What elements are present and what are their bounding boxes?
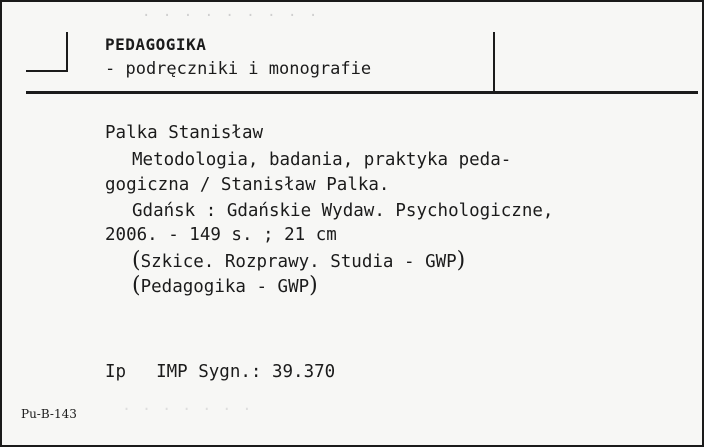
title-line-1: Metodologia, badania, praktyka peda- — [132, 150, 512, 170]
subject-subdivision: - podręczniki i monografie — [105, 59, 372, 79]
subject-heading: PEDAGOGIKA — [105, 35, 207, 54]
header-bracket-horizontal — [26, 70, 68, 72]
imprint-line-1: Gdańsk : Gdańskie Wydaw. Psychologiczne, — [132, 201, 554, 221]
header-divider-vertical — [493, 32, 495, 92]
series-statement-1 — [132, 250, 465, 273]
title-line-2: gogiczna / Stanisław Palka. — [105, 175, 390, 195]
catalog-number: Pu-B-143 — [21, 407, 77, 421]
bleed-through-text-bottom: · · · · · · · — [122, 400, 253, 418]
author-name: Palka Stanisław — [105, 123, 264, 143]
location-label: IMP Sygn.: — [156, 362, 262, 382]
signature-number: 39.370 — [271, 362, 336, 382]
series-open-paren: ( — [132, 248, 141, 273]
series-close-paren: ) — [456, 248, 466, 273]
series-statement-2 — [132, 275, 318, 298]
shelfmark-line — [105, 362, 335, 382]
imprint-line-2: 2006. - 149 s. ; 21 cm — [105, 225, 337, 245]
header-rule — [26, 91, 698, 94]
bleed-through-text-top: · · · · · · · · · — [142, 8, 320, 24]
series-close-paren: ) — [309, 273, 318, 298]
header-bracket-vertical — [66, 32, 68, 72]
series-open-paren: ( — [132, 273, 141, 298]
location-code: Ip — [105, 362, 127, 382]
series-2-text: Pedagogika - GWP — [140, 277, 310, 297]
series-1-text: Szkice. Rozprawy. Studia - GWP — [140, 252, 457, 272]
